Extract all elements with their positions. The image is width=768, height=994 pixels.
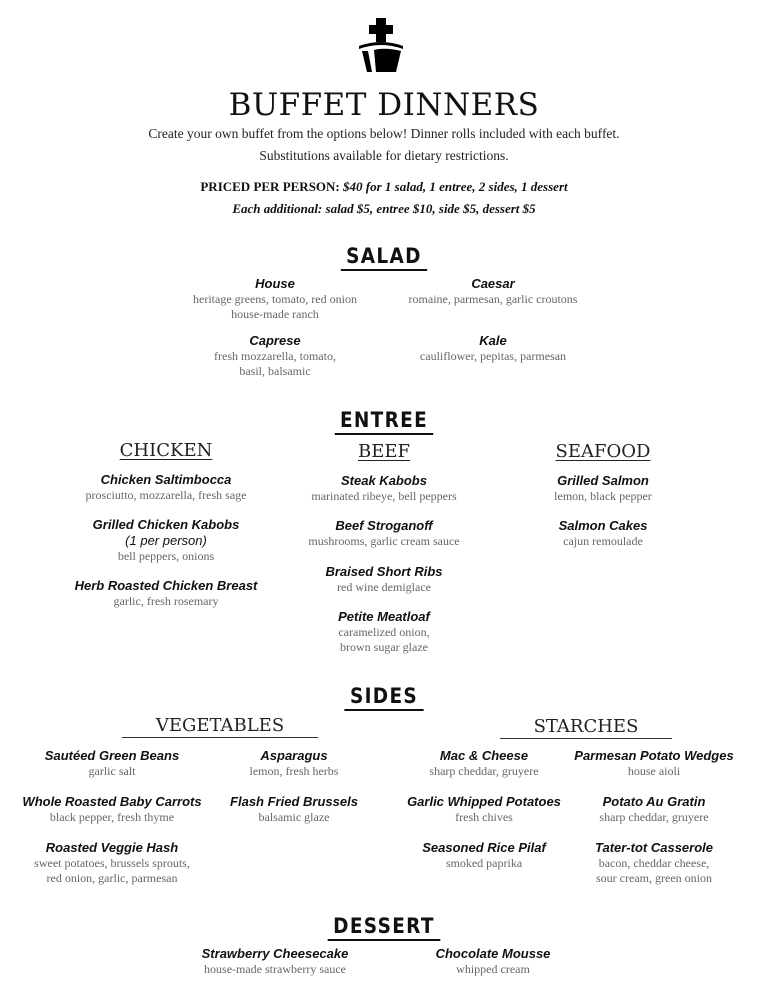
category-beef: BEEF bbox=[358, 441, 410, 462]
menu-item-mac-and-cheese: Mac & Cheese sharp cheddar, gruyere bbox=[429, 748, 539, 778]
crown-cross-icon bbox=[356, 16, 406, 74]
menu-item-asparagus: Asparagus lemon, fresh herbs bbox=[249, 748, 339, 778]
menu-item-strawberry-cheesecake: Strawberry Cheesecake house-made strawberry sauce bbox=[201, 946, 349, 976]
menu-item-petite-meatloaf: Petite Meatloaf caramelized onion, brown sugar glaze bbox=[338, 609, 430, 654]
section-heading-salad: SALAD bbox=[46, 244, 722, 271]
menu-item-caprese: Caprese fresh mozzarella, tomato, basil, balsamic bbox=[214, 333, 336, 378]
category-chicken: CHICKEN bbox=[119, 440, 213, 461]
menu-item-grilled-salmon: Grilled Salmon lemon, black pepper bbox=[554, 473, 652, 503]
menu-item-steak-kabobs: Steak Kabobs marinated ribeye, bell peppers bbox=[311, 473, 457, 503]
menu-item-whole-roasted-baby-carrots: Whole Roasted Baby Carrots black pepper, fresh thyme bbox=[22, 794, 202, 824]
menu-item-kale: Kale cauliflower, pepitas, parmesan bbox=[419, 333, 567, 363]
section-heading-dessert: DESSERT bbox=[46, 914, 722, 941]
menu-item-salmon-cakes: Salmon Cakes cajun remoulade bbox=[558, 518, 648, 548]
menu-item-grilled-chicken-kabobs: Grilled Chicken Kabobs (1 per person) bell peppers, onions bbox=[92, 517, 240, 563]
category-starches: STARCHES bbox=[476, 716, 696, 739]
menu-item-caesar: Caesar romaine, parmesan, garlic croutons bbox=[408, 276, 578, 306]
additional-text: Each additional: salad $5, entree $10, side $5, dessert $5 bbox=[232, 201, 536, 216]
category-seafood: SEAFOOD bbox=[555, 441, 651, 462]
page-title: BUFFET DINNERS bbox=[228, 87, 540, 123]
intro-text-line-2: Substitutions available for dietary restrictions. bbox=[259, 148, 509, 163]
menu-item-beef-stroganoff: Beef Stroganoff mushrooms, garlic cream sauce bbox=[308, 518, 460, 548]
menu-item-chocolate-mousse: Chocolate Mousse whipped cream bbox=[435, 946, 551, 976]
menu-item-house: House heritage greens, tomato, red onion house-made ranch bbox=[193, 276, 357, 321]
menu-item-roasted-veggie-hash: Roasted Veggie Hash sweet potatoes, brussels sprouts, red onion, garlic, parmesan bbox=[34, 840, 190, 885]
price-label: PRICED PER PERSON: bbox=[200, 179, 340, 194]
menu-item-sauteed-green-beans: Sautéed Green Beans garlic salt bbox=[44, 748, 180, 778]
section-heading-entree: ENTREE bbox=[46, 408, 722, 435]
price-text: $40 for 1 salad, 1 entree, 2 sides, 1 dessert bbox=[343, 179, 568, 194]
menu-item-chicken-saltimbocca: Chicken Saltimbocca prosciutto, mozzarella, fresh sage bbox=[85, 472, 247, 502]
menu-item-flash-fried-brussels: Flash Fried Brussels balsamic glaze bbox=[230, 794, 358, 824]
menu-item-tater-tot-casserole: Tater-tot Casserole bacon, cheddar cheese, sour cream, green onion bbox=[595, 840, 713, 885]
section-heading-sides: SIDES bbox=[46, 684, 722, 711]
menu-item-herb-roasted-chicken-breast: Herb Roasted Chicken Breast garlic, fresh rosemary bbox=[74, 578, 258, 608]
category-vegetables: VEGETABLES bbox=[100, 715, 340, 738]
menu-item-braised-short-ribs: Braised Short Ribs red wine demiglace bbox=[325, 564, 443, 594]
pricing-line bbox=[0, 177, 768, 197]
additional-pricing bbox=[0, 199, 768, 219]
intro-text-line-1: Create your own buffet from the options below! Dinner rolls included with each buffet. bbox=[148, 126, 620, 141]
menu-item-potato-au-gratin: Potato Au Gratin sharp cheddar, gruyere bbox=[599, 794, 709, 824]
menu-item-seasoned-rice-pilaf: Seasoned Rice Pilaf smoked paprika bbox=[422, 840, 546, 870]
menu-item-garlic-whipped-potatoes: Garlic Whipped Potatoes fresh chives bbox=[407, 794, 561, 824]
menu-item-parmesan-potato-wedges: Parmesan Potato Wedges house aioli bbox=[574, 748, 734, 778]
